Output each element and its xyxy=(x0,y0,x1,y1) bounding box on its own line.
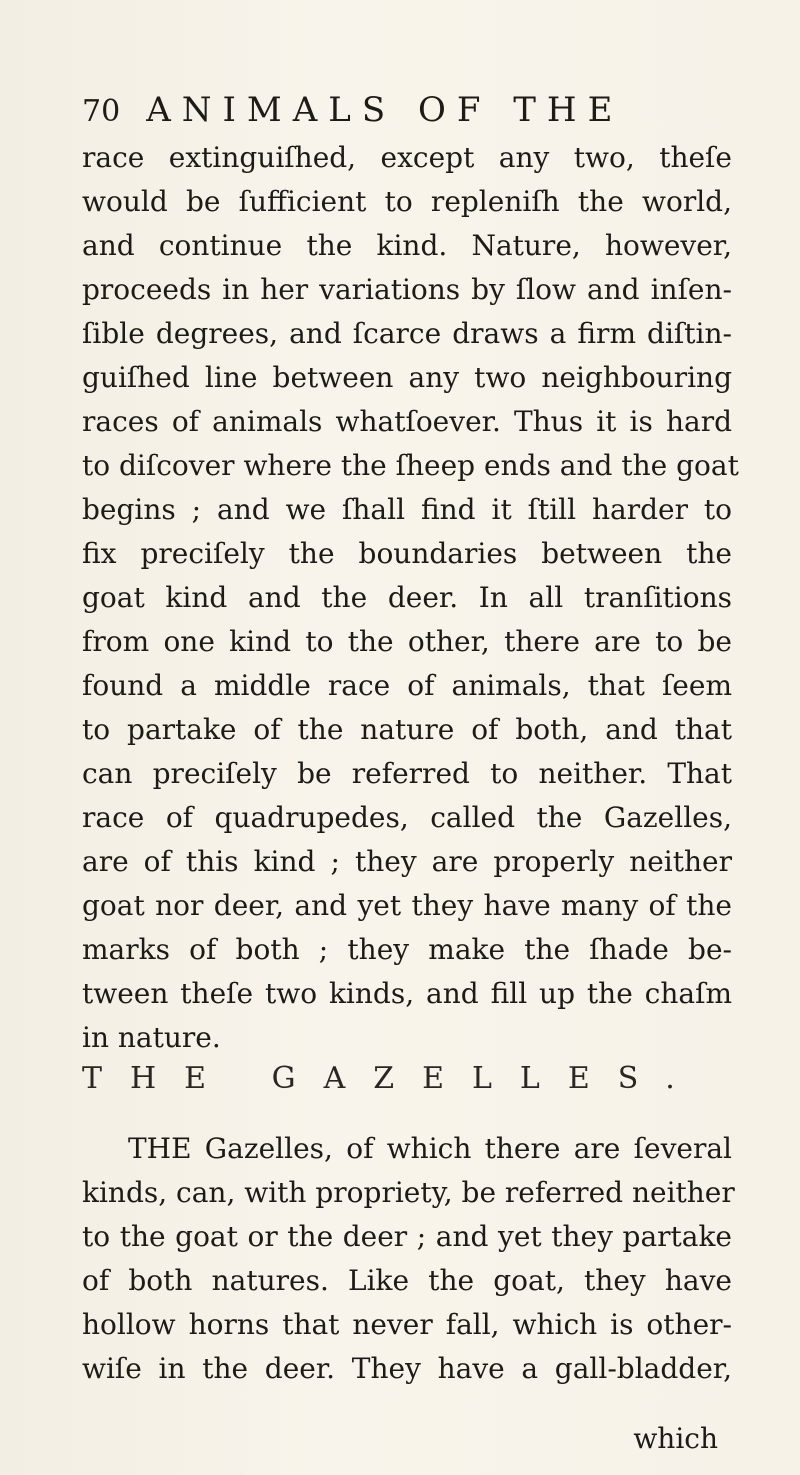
text-line: proceeds in her variations by ſlow and inſen- xyxy=(82,273,732,306)
text-line: found a middle race of animals, that ſeem xyxy=(82,669,732,702)
text-line: would be ſufficient to repleniſh the world, xyxy=(82,185,732,218)
section-heading: THE GAZELLES. xyxy=(82,1061,703,1096)
body-paragraph xyxy=(82,136,739,1060)
text-line: goat kind and the deer. In all tranſitions xyxy=(82,581,732,614)
text-line: marks of both ; they make the ſhade be- xyxy=(82,933,732,966)
text-line: are of this kind ; they are properly neither xyxy=(82,845,732,878)
text-line: tween theſe two kinds, and fill up the chaſm xyxy=(82,977,732,1010)
text-line: to diſcover where the ſheep ends and the goat xyxy=(82,449,739,482)
text-line: races of animals whatſoever. Thus it is hard xyxy=(82,405,732,438)
text-line: begins ; and we ſhall find it ſtill harder to xyxy=(82,493,732,526)
catchword: which xyxy=(633,1422,718,1455)
text-line: race extinguiſhed, except any two, theſe xyxy=(82,141,732,174)
text-line: fix preciſely the boundaries between the xyxy=(82,537,732,570)
text-line: to the goat or the deer ; and yet they partake xyxy=(82,1220,732,1253)
text-line: hollow horns that never fall, which is other- xyxy=(82,1308,732,1341)
page-number: 70 xyxy=(82,94,121,129)
section-paragraph xyxy=(82,1127,735,1391)
text-line: goat nor deer, and yet they have many of the xyxy=(82,889,732,922)
text-line: to partake of the nature of both, and that xyxy=(82,713,732,746)
text-line: guiſhed line between any two neighbouring xyxy=(82,361,732,394)
text-line: kinds, can, with propriety, be referred neither xyxy=(82,1176,735,1209)
running-head: ANIMALS OF THE xyxy=(146,90,624,130)
text-line: and continue the kind. Nature, however, xyxy=(82,229,732,262)
text-line: wiſe in the deer. They have a gall-bladder, xyxy=(82,1352,732,1385)
text-line: can preciſely be referred to neither. That xyxy=(82,757,732,790)
text-line: of both natures. Like the goat, they have xyxy=(82,1264,732,1297)
text-line: from one kind to the other, there are to be xyxy=(82,625,732,658)
text-line: ſible degrees, and ſcarce draws a firm diſtin- xyxy=(82,317,732,350)
page-header xyxy=(82,90,722,130)
text-line: in nature. xyxy=(82,1021,221,1054)
text-line: THE Gazelles, of which there are ſeveral xyxy=(128,1132,732,1165)
text-line: race of quadrupedes, called the Gazelles, xyxy=(82,801,732,834)
